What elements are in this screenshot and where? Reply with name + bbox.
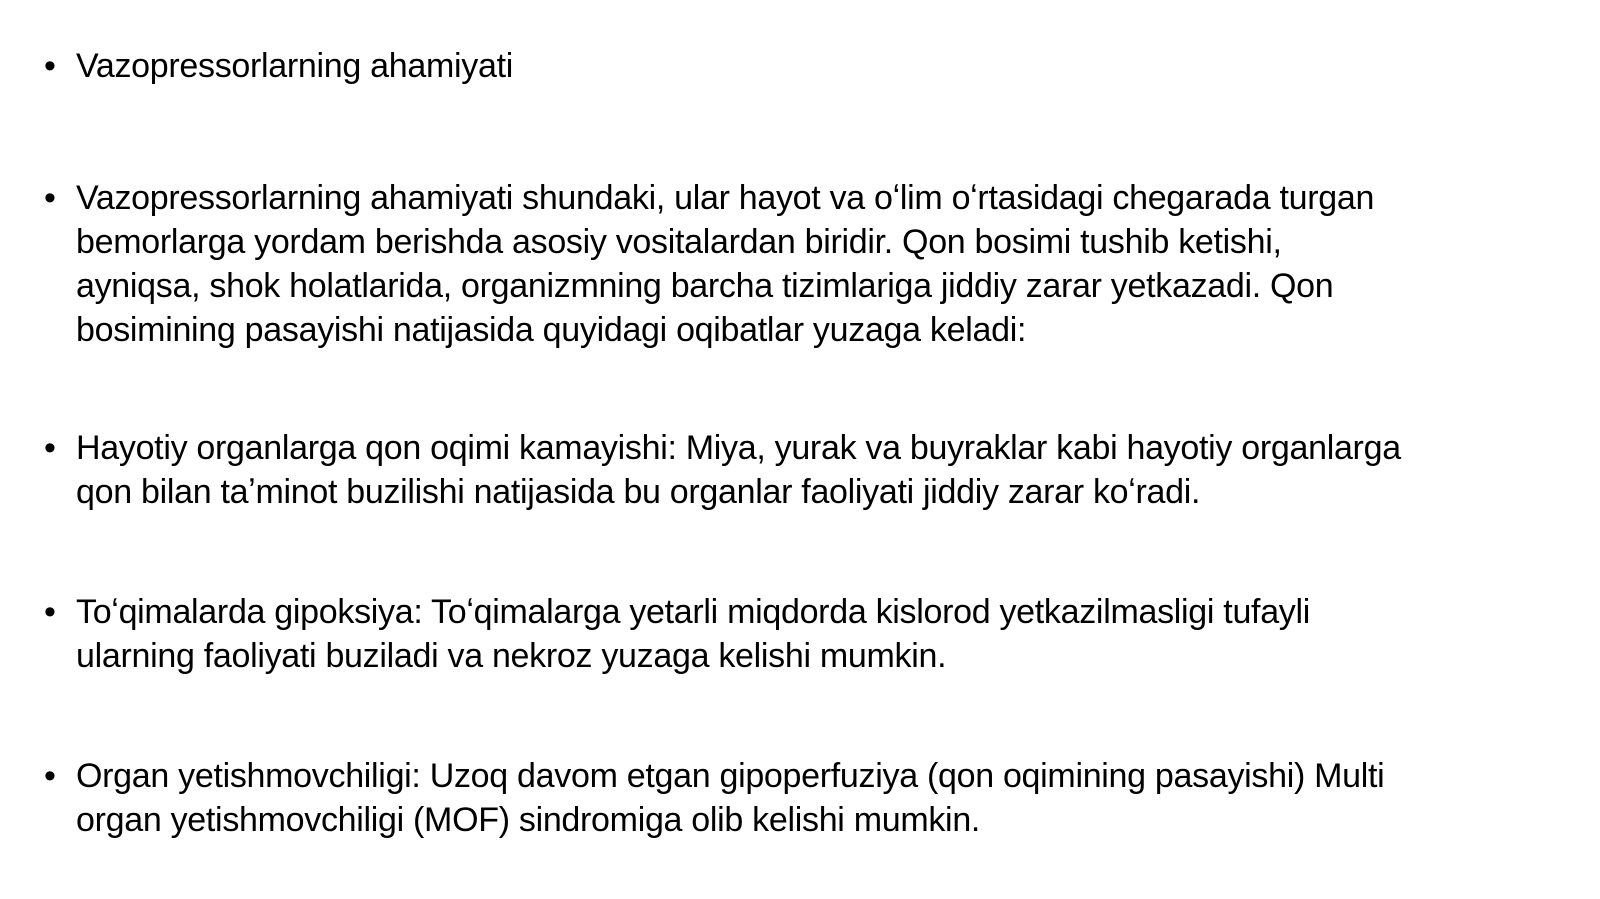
- bullet-icon: •: [44, 593, 56, 631]
- bullet-item-title: [44, 44, 1564, 88]
- bullet-text: Vazopressorlarning ahamiyati shundaki, ular hayot va oʻlim oʻrtasidagi chegarada turgan bemorlarga yordam berishda asosiy vositalardan biridir. Qon bosimi tushib ketishi, ayniqsa, shok holatlarida, organizmning barcha tizimlariga jiddiy zarar yetkazadi. Qon bosimining pasayishi natijasida quyidagi oqibatlar yuzaga keladi:: [76, 179, 1375, 349]
- bullet-icon: •: [44, 757, 56, 795]
- bullet-icon: •: [44, 179, 56, 217]
- bullet-icon: •: [44, 47, 56, 85]
- bullet-icon: •: [44, 429, 56, 467]
- bullet-item-intro: [44, 176, 1564, 352]
- bullet-text: Hayotiy organlarga qon oqimi kamayishi: Miya, yurak va buyraklar kabi hayotiy organlarga qon bilan taʼminot buzilishi natijasida bu organlar faoliyati jiddiy zarar koʻradi.: [76, 429, 1401, 511]
- bullet-item-tissue-hypoxia: [44, 590, 1564, 678]
- bullet-text: Vazopressorlarning ahamiyati: [76, 47, 513, 85]
- bullet-item-organ-blood-flow: [44, 426, 1564, 514]
- bullet-text: Organ yetishmovchiligi: Uzoq davom etgan gipoperfuziya (qon oqimining pasayishi) Multi organ yetishmovchiligi (MOF) sindromiga olib kelishi mumkin.: [76, 757, 1385, 839]
- bullet-item-organ-failure: [44, 754, 1564, 842]
- bullet-text: Toʻqimalarda gipoksiya: Toʻqimalarga yetarli miqdorda kislorod yetkazilmasligi tufayli ularning faoliyati buziladi va nekroz yuzaga kelishi mumkin.: [76, 593, 1311, 675]
